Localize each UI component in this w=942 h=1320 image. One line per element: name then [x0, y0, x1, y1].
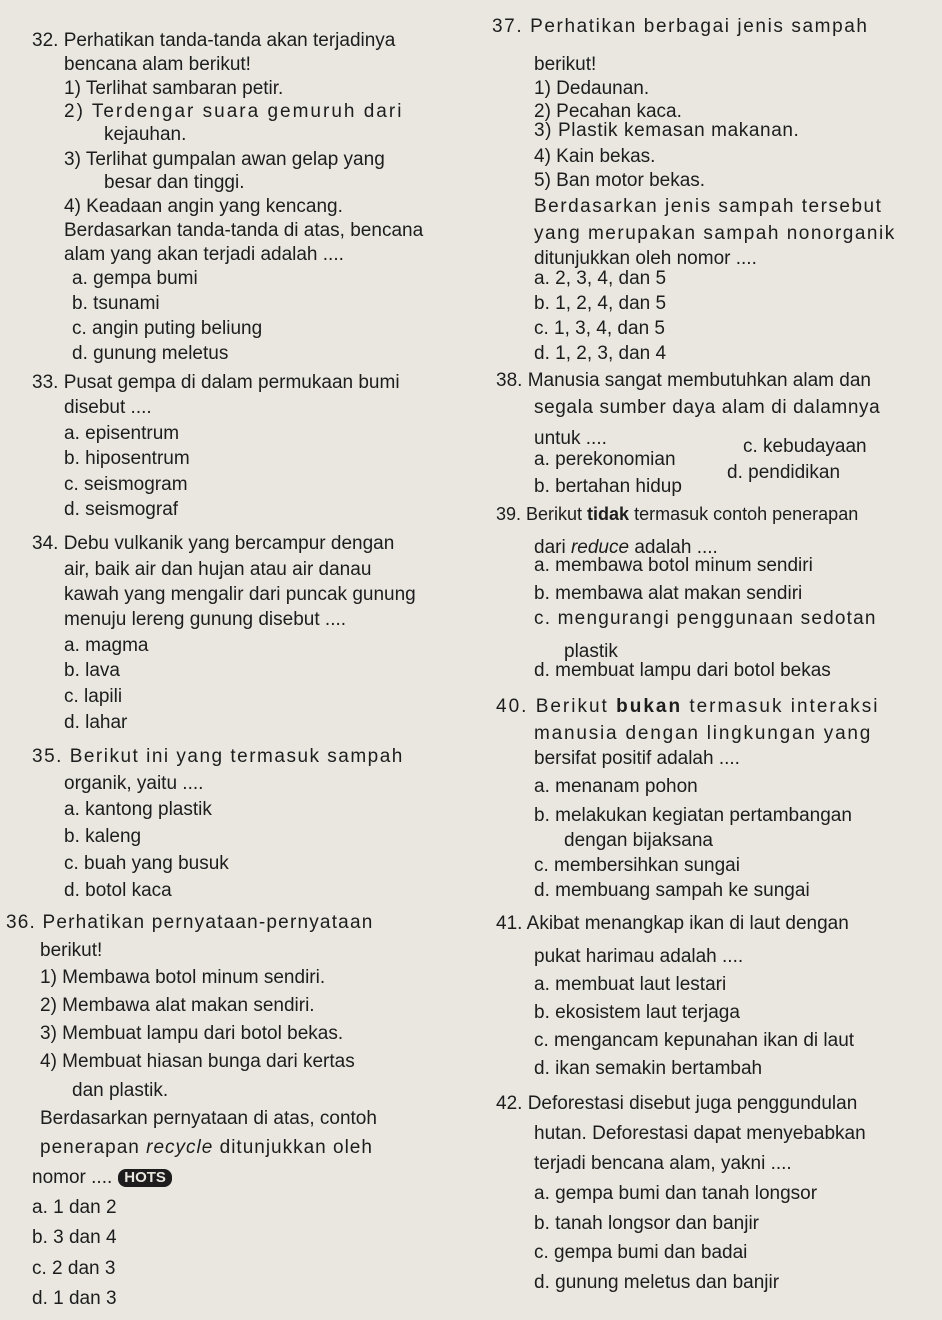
statement-item: dan plastik. — [72, 1080, 169, 1101]
question-text: air, baik air dan hujan atau air danau — [64, 559, 372, 580]
option-c: c. buah yang busuk — [64, 853, 229, 874]
option-a: a. perekonomian — [534, 449, 676, 470]
option-a: a. menanam pohon — [534, 776, 698, 797]
question-text: ditunjukkan oleh nomor .... — [534, 248, 757, 269]
statement-item: 2) Terdengar suara gemuruh dari — [64, 101, 404, 122]
option-c: c. membersihkan sungai — [534, 855, 740, 876]
question-text: disebut .... — [64, 397, 152, 418]
question-text: nomor .... HOTS — [32, 1167, 172, 1189]
option-b: b. tanah longsor dan banjir — [534, 1213, 759, 1234]
option-d: d. gunung meletus dan banjir — [534, 1272, 780, 1293]
option-b: b. 3 dan 4 — [32, 1227, 117, 1248]
statement-item: 4) Kain bekas. — [534, 146, 656, 167]
statement-item: 3) Plastik kemasan makanan. — [534, 120, 800, 141]
question-text: untuk .... — [534, 428, 607, 449]
question-text: bersifat positif adalah .... — [534, 748, 740, 769]
question-text: hutan. Deforestasi dapat menyebabkan — [534, 1123, 866, 1144]
question-text: 42. Deforestasi disebut juga penggundulan — [496, 1093, 858, 1114]
question-text: kawah yang mengalir dari puncak gunung — [64, 584, 416, 605]
question-text: manusia dengan lingkungan yang — [534, 723, 873, 744]
option-d: d. 1 dan 3 — [32, 1288, 117, 1309]
question-text: Berdasarkan pernyataan di atas, contoh — [40, 1108, 377, 1129]
option-b: b. tsunami — [72, 293, 160, 314]
option-d: d. botol kaca — [64, 880, 172, 901]
option-c: c. kebudayaan — [743, 436, 867, 457]
question-text: Berdasarkan jenis sampah tersebut — [534, 196, 883, 217]
question-text: menuju lereng gunung disebut .... — [64, 609, 347, 630]
question-text: berikut! — [534, 54, 597, 75]
statement-item: 4) Keadaan angin yang kencang. — [64, 196, 343, 217]
question-text: 33. Pusat gempa di dalam permukaan bumi — [32, 372, 400, 393]
question-text: 41. Akibat menangkap ikan di laut dengan — [496, 913, 849, 934]
question-text: Berdasarkan tanda-tanda di atas, bencana — [64, 220, 424, 241]
question-text: organik, yaitu .... — [64, 773, 204, 794]
option-c: c. mengurangi penggunaan sedotan — [534, 608, 877, 629]
question-text: 35. Berikut ini yang termasuk sampah — [32, 746, 404, 767]
option-b: b. bertahan hidup — [534, 476, 682, 497]
option-d: d. ikan semakin bertambah — [534, 1058, 763, 1079]
statement-item: 1) Membawa botol minum sendiri. — [40, 967, 326, 988]
question-text: segala sumber daya alam di dalamnya — [534, 397, 881, 418]
option-c: c. gempa bumi dan badai — [534, 1242, 748, 1263]
statement-item: besar dan tinggi. — [104, 172, 245, 193]
question-text: terjadi bencana alam, yakni .... — [534, 1153, 792, 1174]
question-text: bencana alam berikut! — [64, 54, 251, 75]
option-d: d. seismograf — [64, 499, 179, 520]
option-a: a. episentrum — [64, 423, 180, 444]
question-text: 34. Debu vulkanik yang bercampur dengan — [32, 533, 395, 554]
option-d: d. membuang sampah ke sungai — [534, 880, 810, 901]
option-b: b. lava — [64, 660, 120, 681]
option-b: b. membawa alat makan sendiri — [534, 583, 803, 604]
option-d: d. pendidikan — [727, 462, 841, 483]
option-c: c. mengancam kepunahan ikan di laut — [534, 1030, 855, 1051]
option-d: d. membuat lampu dari botol bekas — [534, 660, 831, 681]
question-text: berikut! — [40, 940, 103, 961]
hots-badge: HOTS — [118, 1169, 172, 1187]
option-c: c. 2 dan 3 — [32, 1258, 116, 1279]
option-d: d. gunung meletus — [72, 343, 229, 364]
option-a: a. magma — [64, 635, 149, 656]
question-text: yang merupakan sampah nonorganik — [534, 223, 896, 244]
question-text: dari reduce adalah .... — [534, 537, 718, 558]
option-a: a. membuat laut lestari — [534, 974, 727, 995]
question-text: 37. Perhatikan berbagai jenis sampah — [492, 16, 869, 37]
option-b: b. ekosistem laut terjaga — [534, 1002, 740, 1023]
statement-item: 2) Pecahan kaca. — [534, 101, 682, 122]
option-a: a. kantong plastik — [64, 799, 212, 820]
option-c: c. angin puting beliung — [72, 318, 263, 339]
question-text: 38. Manusia sangat membutuhkan alam dan — [496, 370, 871, 391]
option-d: d. lahar — [64, 712, 128, 733]
option-b-continued: dengan bijaksana — [564, 830, 713, 851]
option-a: a. 2, 3, 4, dan 5 — [534, 268, 667, 289]
option-a: a. 1 dan 2 — [32, 1197, 117, 1218]
statement-item: 5) Ban motor bekas. — [534, 170, 706, 191]
option-b: b. kaleng — [64, 826, 142, 847]
statement-item: 3) Membuat lampu dari botol bekas. — [40, 1023, 344, 1044]
question-text: penerapan recycle ditunjukkan oleh — [40, 1137, 373, 1158]
question-text: 40. Berikut bukan termasuk interaksi — [496, 696, 880, 717]
question-text: 36. Perhatikan pernyataan-pernyataan — [6, 912, 374, 933]
option-c: c. lapili — [64, 686, 123, 707]
option-b: b. hiposentrum — [64, 448, 190, 469]
question-text: 32. Perhatikan tanda-tanda akan terjadinya — [32, 30, 396, 51]
option-a: a. membawa botol minum sendiri — [534, 555, 813, 576]
statement-item: 3) Terlihat gumpalan awan gelap yang — [64, 149, 385, 170]
statement-item: 1) Terlihat sambaran petir. — [64, 78, 284, 99]
option-c-continued: plastik — [564, 641, 618, 662]
question-text: 39. Berikut tidak termasuk contoh penerapan — [496, 504, 859, 524]
option-c: c. seismogram — [64, 474, 188, 495]
option-b: b. 1, 2, 4, dan 5 — [534, 293, 667, 314]
option-a: a. gempa bumi dan tanah longsor — [534, 1183, 818, 1204]
statement-item: 1) Dedaunan. — [534, 78, 650, 99]
question-text: alam yang akan terjadi adalah .... — [64, 244, 344, 265]
question-text: pukat harimau adalah .... — [534, 946, 744, 967]
statement-item: 4) Membuat hiasan bunga dari kertas — [40, 1051, 355, 1072]
option-c: c. 1, 3, 4, dan 5 — [534, 318, 665, 339]
option-b: b. melakukan kegiatan pertambangan — [534, 805, 852, 826]
statement-item: 2) Membawa alat makan sendiri. — [40, 995, 315, 1016]
statement-item: kejauhan. — [104, 124, 187, 145]
option-d: d. 1, 2, 3, dan 4 — [534, 343, 667, 364]
option-a: a. gempa bumi — [72, 268, 198, 289]
